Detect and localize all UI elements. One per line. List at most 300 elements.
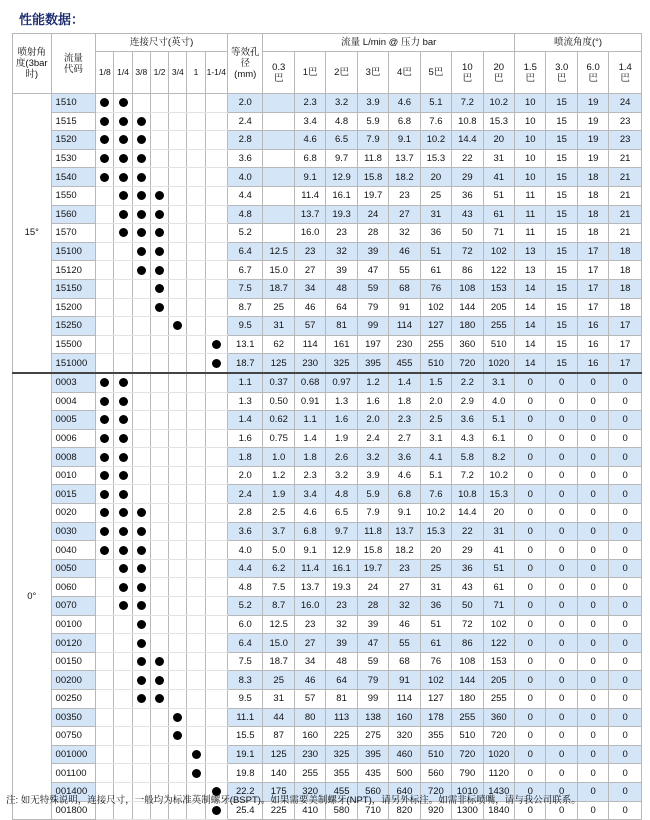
angle-cell: 0 xyxy=(609,801,642,820)
table-row xyxy=(13,205,642,224)
size-cell xyxy=(187,764,205,783)
flow-cell: 31 xyxy=(263,317,294,336)
size-cell xyxy=(187,392,205,411)
flow-cell: 12.5 xyxy=(263,615,294,634)
availability-dot-icon xyxy=(137,508,146,517)
availability-dot-icon xyxy=(100,546,109,555)
flow-cell: 6.5 xyxy=(326,131,357,150)
angle-cell: 18 xyxy=(577,224,608,243)
table-row xyxy=(13,615,642,634)
availability-dot-icon xyxy=(137,583,146,592)
angle-cell: 0 xyxy=(515,485,546,504)
flow-cell: 102 xyxy=(420,298,451,317)
availability-dot-icon xyxy=(119,527,128,536)
table-row xyxy=(13,224,642,243)
size-cell xyxy=(205,429,227,448)
size-cell xyxy=(169,261,187,280)
orifice-cell: 4.8 xyxy=(227,578,263,597)
flow-cell: 790 xyxy=(452,764,483,783)
size-cell xyxy=(132,279,150,298)
flow-cell: 55 xyxy=(389,261,420,280)
size-cell xyxy=(150,559,168,578)
size-cell xyxy=(114,335,132,354)
availability-dot-icon xyxy=(173,731,182,740)
angle-cell: 0 xyxy=(515,411,546,430)
flow-cell: 0.97 xyxy=(326,373,357,392)
angle-cell: 0 xyxy=(609,782,642,801)
size-cell xyxy=(96,279,114,298)
flow-cell: 79 xyxy=(357,298,388,317)
flow-cell: 178 xyxy=(420,708,451,727)
size-cell xyxy=(187,578,205,597)
orifice-cell: 4.0 xyxy=(227,541,263,560)
availability-dot-icon xyxy=(119,471,128,480)
size-cell xyxy=(187,522,205,541)
size-cell xyxy=(150,652,168,671)
flow-cell: 5.9 xyxy=(357,485,388,504)
availability-dot-icon xyxy=(173,713,182,722)
size-cell xyxy=(96,615,114,634)
size-cell xyxy=(150,764,168,783)
flow-cell: 113 xyxy=(326,708,357,727)
angle-cell: 16 xyxy=(577,335,608,354)
header-pressure-0: 0.3巴 xyxy=(263,52,294,94)
availability-dot-icon xyxy=(155,676,164,685)
flow-cell: 12.9 xyxy=(326,541,357,560)
angle-cell: 23 xyxy=(609,112,642,131)
angle-cell: 11 xyxy=(515,224,546,243)
size-cell xyxy=(169,485,187,504)
orifice-cell: 7.5 xyxy=(227,279,263,298)
angle-cell: 0 xyxy=(577,466,608,485)
availability-dot-icon xyxy=(119,434,128,443)
flow-cell: 1020 xyxy=(483,745,514,764)
flow-cell: 720 xyxy=(420,782,451,801)
angle-cell: 0 xyxy=(609,634,642,653)
flow-cell: 31 xyxy=(420,578,451,597)
size-cell xyxy=(187,411,205,430)
angle-cell: 0 xyxy=(546,634,577,653)
flow-cell: 64 xyxy=(326,671,357,690)
size-cell xyxy=(114,373,132,392)
size-cell xyxy=(205,522,227,541)
size-cell xyxy=(96,168,114,187)
size-cell xyxy=(150,578,168,597)
angle-cell: 15 xyxy=(546,112,577,131)
flow-cell: 560 xyxy=(420,764,451,783)
availability-dot-icon xyxy=(119,397,128,406)
flow-cell: 122 xyxy=(483,261,514,280)
flow-cell: 710 xyxy=(357,801,388,820)
flow-cell: 81 xyxy=(326,317,357,336)
availability-dot-icon xyxy=(119,228,128,237)
size-cell xyxy=(114,186,132,205)
angle-cell: 15 xyxy=(546,261,577,280)
flow-cell: 225 xyxy=(263,801,294,820)
flow-code-cell: 0060 xyxy=(51,578,96,597)
size-cell xyxy=(114,224,132,243)
availability-dot-icon xyxy=(137,154,146,163)
availability-dot-icon xyxy=(119,191,128,200)
section-angle: 15° xyxy=(13,94,52,373)
size-cell xyxy=(169,112,187,131)
flow-cell: 51 xyxy=(420,615,451,634)
size-cell xyxy=(132,168,150,187)
flow-cell: 1.3 xyxy=(326,392,357,411)
flow-cell: 43 xyxy=(452,205,483,224)
flow-cell: 7.6 xyxy=(420,485,451,504)
flow-cell: 64 xyxy=(326,298,357,317)
availability-dot-icon xyxy=(137,564,146,573)
size-cell xyxy=(114,112,132,131)
size-cell xyxy=(96,559,114,578)
availability-dot-icon xyxy=(119,564,128,573)
flow-cell: 80 xyxy=(294,708,325,727)
flow-cell: 68 xyxy=(389,279,420,298)
flow-cell: 9.1 xyxy=(294,541,325,560)
flow-cell: 6.8 xyxy=(294,149,325,168)
size-cell xyxy=(187,186,205,205)
flow-cell: 510 xyxy=(420,745,451,764)
size-cell xyxy=(205,559,227,578)
availability-dot-icon xyxy=(137,191,146,200)
angle-cell: 17 xyxy=(577,242,608,261)
flow-cell: 14.4 xyxy=(452,131,483,150)
orifice-cell: 1.4 xyxy=(227,411,263,430)
angle-cell: 0 xyxy=(609,466,642,485)
orifice-cell: 2.0 xyxy=(227,466,263,485)
angle-cell: 17 xyxy=(609,317,642,336)
flow-cell: 29 xyxy=(452,168,483,187)
availability-dot-icon xyxy=(173,321,182,330)
size-cell xyxy=(114,541,132,560)
flow-cell: 86 xyxy=(452,261,483,280)
angle-cell: 15 xyxy=(546,298,577,317)
size-cell xyxy=(205,708,227,727)
size-cell xyxy=(169,522,187,541)
flow-cell: 180 xyxy=(452,690,483,709)
flow-cell: 160 xyxy=(389,708,420,727)
angle-cell: 0 xyxy=(515,392,546,411)
flow-cell: 460 xyxy=(389,745,420,764)
size-cell xyxy=(205,261,227,280)
flow-cell: 41 xyxy=(483,541,514,560)
size-cell xyxy=(150,745,168,764)
size-cell xyxy=(114,745,132,764)
flow-cell xyxy=(263,168,294,187)
size-cell xyxy=(114,205,132,224)
header-pressure-7: 20巴 xyxy=(483,52,514,94)
orifice-cell: 3.6 xyxy=(227,149,263,168)
size-cell xyxy=(132,242,150,261)
flow-cell: 47 xyxy=(357,634,388,653)
table-row xyxy=(13,186,642,205)
header-size-4: 3/4 xyxy=(169,52,187,94)
flow-cell: 13.7 xyxy=(294,205,325,224)
availability-dot-icon xyxy=(100,490,109,499)
orifice-cell: 11.1 xyxy=(227,708,263,727)
size-cell xyxy=(150,690,168,709)
flow-cell: 11.4 xyxy=(294,559,325,578)
flow-cell: 8.2 xyxy=(483,448,514,467)
flow-cell: 1.6 xyxy=(357,392,388,411)
size-cell xyxy=(132,149,150,168)
size-cell xyxy=(187,448,205,467)
angle-cell: 0 xyxy=(577,373,608,392)
table-row xyxy=(13,131,642,150)
flow-cell: 10.2 xyxy=(420,131,451,150)
size-cell xyxy=(205,578,227,597)
size-cell xyxy=(205,373,227,392)
orifice-cell: 2.0 xyxy=(227,94,263,113)
orifice-cell: 5.2 xyxy=(227,597,263,616)
flow-cell: 1300 xyxy=(452,801,483,820)
flow-cell: 76 xyxy=(420,279,451,298)
size-cell xyxy=(187,708,205,727)
size-cell xyxy=(205,298,227,317)
size-cell xyxy=(132,448,150,467)
flow-code-cell: 0003 xyxy=(51,373,96,392)
flow-cell: 99 xyxy=(357,317,388,336)
availability-dot-icon xyxy=(119,453,128,462)
size-cell xyxy=(150,671,168,690)
size-cell xyxy=(132,485,150,504)
flow-cell: 1.0 xyxy=(263,448,294,467)
flow-cell: 91 xyxy=(389,298,420,317)
angle-cell: 0 xyxy=(577,597,608,616)
table-row xyxy=(13,279,642,298)
availability-dot-icon xyxy=(100,471,109,480)
availability-dot-icon xyxy=(137,247,146,256)
availability-dot-icon xyxy=(119,508,128,517)
flow-cell: 1.4 xyxy=(294,429,325,448)
flow-cell: 7.2 xyxy=(452,466,483,485)
size-cell xyxy=(114,149,132,168)
angle-cell: 0 xyxy=(515,782,546,801)
flow-cell: 61 xyxy=(420,634,451,653)
size-cell xyxy=(150,205,168,224)
angle-cell: 10 xyxy=(515,149,546,168)
flow-cell: 3.2 xyxy=(357,448,388,467)
size-cell xyxy=(96,94,114,113)
size-cell xyxy=(114,504,132,523)
size-cell xyxy=(187,131,205,150)
table-row xyxy=(13,94,642,113)
flow-cell xyxy=(263,131,294,150)
flow-code-cell: 001400 xyxy=(51,782,96,801)
flow-code-cell: 1560 xyxy=(51,205,96,224)
table-row xyxy=(13,578,642,597)
size-cell xyxy=(132,541,150,560)
size-cell xyxy=(205,485,227,504)
size-cell xyxy=(96,541,114,560)
flow-code-cell: 1530 xyxy=(51,149,96,168)
header-connection-size: 连接尺寸(英寸) xyxy=(96,34,228,52)
size-cell xyxy=(169,224,187,243)
size-cell xyxy=(132,131,150,150)
header-pressure-3: 3巴 xyxy=(357,52,388,94)
availability-dot-icon xyxy=(137,117,146,126)
flow-cell: 36 xyxy=(452,559,483,578)
flow-cell: 255 xyxy=(483,317,514,336)
size-cell xyxy=(114,448,132,467)
availability-dot-icon xyxy=(137,228,146,237)
flow-cell: 79 xyxy=(357,671,388,690)
size-cell xyxy=(187,634,205,653)
flow-cell: 2.5 xyxy=(420,411,451,430)
table-row xyxy=(13,764,642,783)
availability-dot-icon xyxy=(155,284,164,293)
size-cell xyxy=(187,485,205,504)
angle-cell: 0 xyxy=(515,522,546,541)
availability-dot-icon xyxy=(212,359,221,368)
angle-cell: 0 xyxy=(546,727,577,746)
availability-dot-icon xyxy=(137,546,146,555)
flow-cell: 91 xyxy=(389,671,420,690)
table-row xyxy=(13,261,642,280)
size-cell xyxy=(150,224,168,243)
angle-cell: 0 xyxy=(609,652,642,671)
flow-cell: 7.9 xyxy=(357,504,388,523)
size-cell xyxy=(150,298,168,317)
table-row xyxy=(13,559,642,578)
angle-cell: 0 xyxy=(515,615,546,634)
availability-dot-icon xyxy=(100,173,109,182)
flow-cell: 510 xyxy=(420,354,451,373)
flow-cell: 87 xyxy=(263,727,294,746)
angle-cell: 10 xyxy=(515,168,546,187)
flow-cell: 72 xyxy=(452,615,483,634)
angle-cell: 15 xyxy=(546,224,577,243)
flow-cell: 102 xyxy=(483,242,514,261)
angle-cell: 17 xyxy=(577,298,608,317)
size-cell xyxy=(187,298,205,317)
size-cell xyxy=(96,392,114,411)
flow-cell: 32 xyxy=(326,615,357,634)
size-cell xyxy=(169,597,187,616)
flow-cell: 144 xyxy=(452,298,483,317)
flow-cell xyxy=(263,205,294,224)
size-cell xyxy=(96,373,114,392)
angle-cell: 0 xyxy=(609,392,642,411)
angle-cell: 0 xyxy=(546,801,577,820)
flow-cell: 11.8 xyxy=(357,149,388,168)
angle-cell: 0 xyxy=(515,559,546,578)
flow-cell: 1.5 xyxy=(420,373,451,392)
size-cell xyxy=(205,94,227,113)
flow-cell: 22 xyxy=(452,522,483,541)
flow-cell: 16.0 xyxy=(294,224,325,243)
size-cell xyxy=(150,522,168,541)
flow-cell: 13.7 xyxy=(389,149,420,168)
flow-cell: 11.4 xyxy=(294,186,325,205)
availability-dot-icon xyxy=(155,191,164,200)
flow-cell: 320 xyxy=(389,727,420,746)
size-cell xyxy=(169,242,187,261)
flow-cell: 46 xyxy=(389,615,420,634)
angle-cell: 14 xyxy=(515,279,546,298)
flow-cell: 68 xyxy=(389,652,420,671)
size-cell xyxy=(132,112,150,131)
orifice-cell: 4.0 xyxy=(227,168,263,187)
availability-dot-icon xyxy=(212,806,221,815)
size-cell xyxy=(205,131,227,150)
flow-cell: 6.5 xyxy=(326,504,357,523)
flow-cell: 255 xyxy=(483,690,514,709)
angle-cell: 0 xyxy=(546,466,577,485)
angle-cell: 0 xyxy=(577,504,608,523)
size-cell xyxy=(187,671,205,690)
angle-cell: 17 xyxy=(577,261,608,280)
size-cell xyxy=(187,373,205,392)
angle-cell: 0 xyxy=(515,373,546,392)
flow-cell: 34 xyxy=(294,279,325,298)
flow-cell: 102 xyxy=(483,615,514,634)
table-row xyxy=(13,149,642,168)
availability-dot-icon xyxy=(192,769,201,778)
angle-cell: 21 xyxy=(609,168,642,187)
flow-cell: 410 xyxy=(294,801,325,820)
size-cell xyxy=(150,615,168,634)
flow-cell: 230 xyxy=(294,354,325,373)
angle-cell: 0 xyxy=(609,764,642,783)
angle-cell: 0 xyxy=(577,708,608,727)
flow-cell: 395 xyxy=(357,354,388,373)
flow-cell: 71 xyxy=(483,597,514,616)
size-cell xyxy=(96,652,114,671)
orifice-cell: 9.5 xyxy=(227,317,263,336)
availability-dot-icon xyxy=(212,340,221,349)
flow-cell: 27 xyxy=(294,634,325,653)
size-cell xyxy=(150,448,168,467)
size-cell xyxy=(150,727,168,746)
size-cell xyxy=(96,205,114,224)
flow-cell: 108 xyxy=(452,652,483,671)
flow-cell: 6.2 xyxy=(263,559,294,578)
flow-cell: 435 xyxy=(357,764,388,783)
flow-code-cell: 0008 xyxy=(51,448,96,467)
flow-cell: 23 xyxy=(326,597,357,616)
header-size-5: 1 xyxy=(187,52,205,94)
header-flow-code: 流量代码 xyxy=(51,34,96,94)
size-cell xyxy=(169,317,187,336)
angle-cell: 21 xyxy=(609,186,642,205)
flow-cell: 1.8 xyxy=(294,448,325,467)
flow-cell: 25 xyxy=(263,298,294,317)
availability-dot-icon xyxy=(137,173,146,182)
flow-cell: 122 xyxy=(483,634,514,653)
size-cell xyxy=(132,224,150,243)
flow-cell: 10.2 xyxy=(483,94,514,113)
flow-code-cell: 0040 xyxy=(51,541,96,560)
flow-code-cell: 0015 xyxy=(51,485,96,504)
angle-cell: 0 xyxy=(546,690,577,709)
size-cell xyxy=(114,559,132,578)
flow-code-cell: 15150 xyxy=(51,279,96,298)
table-row xyxy=(13,652,642,671)
size-cell xyxy=(132,354,150,373)
flow-cell: 23 xyxy=(326,224,357,243)
angle-cell: 0 xyxy=(515,429,546,448)
availability-dot-icon xyxy=(100,98,109,107)
angle-cell: 0 xyxy=(609,559,642,578)
size-cell xyxy=(114,522,132,541)
size-cell xyxy=(132,411,150,430)
size-cell xyxy=(114,690,132,709)
orifice-cell: 1.3 xyxy=(227,392,263,411)
size-cell xyxy=(132,615,150,634)
angle-cell: 0 xyxy=(609,541,642,560)
